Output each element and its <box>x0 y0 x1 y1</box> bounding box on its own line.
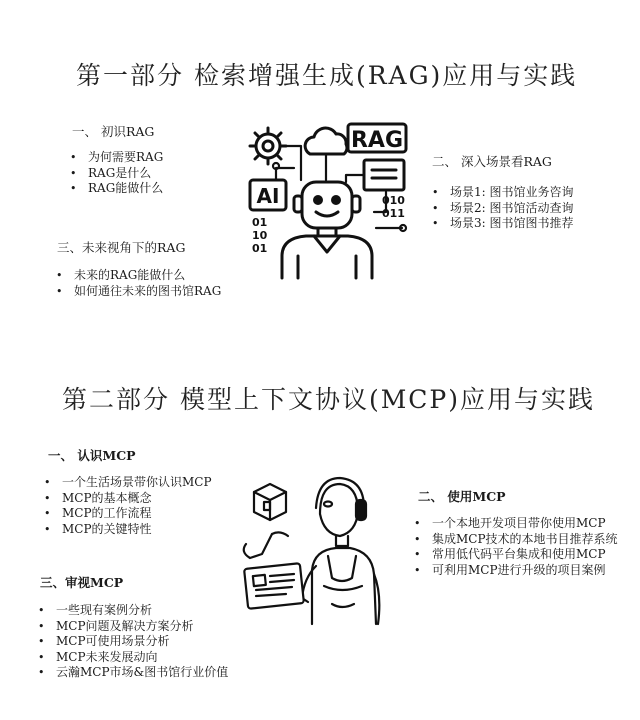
binary-text: 01 <box>252 216 268 229</box>
list-item: • 集成MCP技术的本地书目推荐系统 <box>414 532 618 548</box>
list-item: • 一个本地开发项目带你使用MCP <box>414 516 618 532</box>
list-item: • 为何需要RAG <box>70 150 163 166</box>
part2-section3-list <box>38 603 228 681</box>
list-item: • 未来的RAG能做什么 <box>56 268 221 284</box>
tablet-icon <box>244 563 304 609</box>
rag-robot-illustration <box>246 120 416 280</box>
binary-text: 01 <box>252 242 268 255</box>
gear-icon <box>250 128 286 164</box>
list-item: • MCP可使用场景分析 <box>38 634 228 650</box>
part2-section1-heading: 一、 认识MCP <box>48 448 136 463</box>
rag-badge-text: RAG <box>350 128 404 153</box>
list-item: • MCP问题及解决方案分析 <box>38 619 228 635</box>
part1-section2-list <box>432 185 574 232</box>
list-item: • 一个生活场景带你认识MCP <box>44 475 212 491</box>
list-item: • 如何通往未来的图书馆RAG <box>56 284 221 300</box>
part2-section2-list <box>414 516 618 578</box>
part1-section1-heading: 一、 初识RAG <box>72 124 155 139</box>
binary-text: 010 <box>382 194 405 207</box>
list-item: • 常用低代码平台集成和使用MCP <box>414 547 618 563</box>
list-item: • 场景1: 图书馆业务咨询 <box>432 185 574 201</box>
robot-icon <box>282 182 372 278</box>
cloud-icon <box>305 128 347 154</box>
part1-section3-heading: 三、未来视角下的RAG <box>57 240 186 255</box>
list-item: • RAG是什么 <box>70 166 163 182</box>
list-item: • RAG能做什么 <box>70 181 163 197</box>
document-icon <box>364 160 404 190</box>
part1-section1-list <box>70 150 163 197</box>
list-item: • MCP的关键特性 <box>44 522 212 538</box>
list-item: • 场景3: 图书馆图书推荐 <box>432 216 574 232</box>
list-item: • MCP的基本概念 <box>44 491 212 507</box>
list-item: • 场景2: 图书馆活动查询 <box>432 201 574 217</box>
list-item: • 一些现有案例分析 <box>38 603 228 619</box>
binary-text: 011 <box>382 207 405 220</box>
part2-section2-heading: 二、 使用MCP <box>418 489 506 504</box>
list-item: • MCP的工作流程 <box>44 506 212 522</box>
list-item: • MCP未来发展动向 <box>38 650 228 666</box>
binary-text: 10 <box>252 229 268 242</box>
part1-title: 第一部分 检索增强生成(RAG)应用与实践 <box>76 61 578 90</box>
part2-section1-list <box>44 475 212 537</box>
part1-section2-heading: 二、 深入场景看RAG <box>432 154 552 169</box>
list-item: • 云瀚MCP市场&图书馆行业价值 <box>38 665 228 681</box>
mcp-robot-illustration <box>232 474 402 634</box>
cube-icon <box>254 484 286 520</box>
part2-title: 第二部分 模型上下文协议(MCP)应用与实践 <box>62 385 596 414</box>
ai-badge-text: AI <box>256 184 280 208</box>
list-item: • 可利用MCP进行升级的项目案例 <box>414 563 618 579</box>
part1-section3-list <box>56 268 221 299</box>
part2-section3-heading: 三、审视MCP <box>40 575 124 590</box>
